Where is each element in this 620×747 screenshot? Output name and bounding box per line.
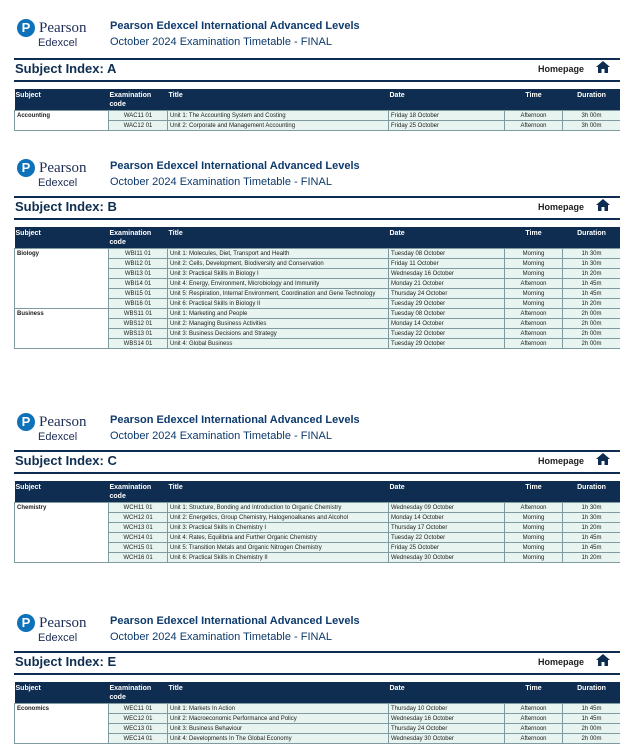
date-cell: Monday 14 October (389, 513, 505, 523)
duration-cell: 1h 30m (563, 503, 620, 513)
code-cell: WCH11 01 (109, 503, 168, 513)
time-cell: Morning (505, 513, 563, 523)
page-header (0, 614, 620, 652)
time-cell: Afternoon (505, 111, 563, 121)
date-cell: Monday 21 October (389, 279, 505, 289)
table-row (15, 513, 620, 523)
subject-index-bar (14, 196, 620, 220)
time-cell: Morning (505, 299, 563, 309)
document-title: Pearson Edexcel International Advanced Levels (110, 615, 360, 627)
home-icon[interactable] (596, 61, 610, 73)
timetable-table (14, 682, 620, 744)
date-cell: Thursday 10 October (389, 704, 505, 714)
date-cell: Tuesday 22 October (389, 329, 505, 339)
document-subtitle: October 2024 Examination Timetable - FINAL (110, 430, 332, 442)
date-cell: Tuesday 08 October (389, 309, 505, 319)
duration-cell: 1h 20m (563, 523, 620, 533)
duration-cell: 2h 00m (563, 724, 620, 734)
code-cell: WCH14 01 (109, 533, 168, 543)
subject-cell (15, 553, 109, 563)
col-time: Time (505, 682, 563, 704)
subject-index-title: Subject Index: C (15, 453, 117, 468)
section-e (0, 614, 620, 742)
subject-cell (15, 523, 109, 533)
title-cell: Unit 2: Cells, Development, Biodiversity and Conservation (168, 259, 389, 269)
table-header-row (15, 481, 620, 503)
pearson-p-icon: P (17, 159, 35, 177)
col-duration: Duration (563, 682, 620, 704)
time-cell: Afternoon (505, 121, 563, 131)
table-header-row (15, 682, 620, 704)
table-row (15, 714, 620, 724)
time-cell: Morning (505, 533, 563, 543)
subject-cell (15, 319, 109, 329)
time-cell: Morning (505, 523, 563, 533)
subject-cell (15, 329, 109, 339)
timetable-table (14, 89, 620, 131)
page-header (0, 19, 620, 57)
table-row (15, 553, 620, 563)
code-cell: WBS14 01 (109, 339, 168, 349)
subject-cell (15, 533, 109, 543)
table-row (15, 121, 620, 131)
table-row (15, 279, 620, 289)
title-cell: Unit 4: Energy, Environment, Microbiology and Immunity (168, 279, 389, 289)
table-row (15, 249, 620, 259)
date-cell: Tuesday 08 October (389, 249, 505, 259)
table-row (15, 503, 620, 513)
date-cell: Wednesday 09 October (389, 503, 505, 513)
duration-cell: 1h 20m (563, 269, 620, 279)
timetable-table (14, 227, 620, 349)
code-cell: WEC13 01 (109, 724, 168, 734)
title-cell: Unit 3: Business Behaviour (168, 724, 389, 734)
time-cell: Afternoon (505, 319, 563, 329)
title-cell: Unit 1: Marketing and People (168, 309, 389, 319)
date-cell: Thursday 17 October (389, 523, 505, 533)
duration-cell: 3h 00m (563, 111, 620, 121)
time-cell: Afternoon (505, 279, 563, 289)
title-cell: Unit 3: Practical Skills in Chemistry I (168, 523, 389, 533)
col-title: Title (168, 682, 389, 704)
table-row (15, 309, 620, 319)
code-cell: WAC12 01 (109, 121, 168, 131)
pearson-logo (17, 159, 107, 195)
col-time: Time (505, 89, 563, 111)
title-cell: Unit 1: Markets In Action (168, 704, 389, 714)
code-cell: WCH15 01 (109, 543, 168, 553)
code-cell: WEC14 01 (109, 734, 168, 744)
subject-cell (15, 121, 109, 131)
home-icon[interactable] (596, 453, 610, 465)
logo-sub: Edexcel (38, 632, 78, 644)
duration-cell: 2h 00m (563, 319, 620, 329)
table-row (15, 269, 620, 279)
pearson-p-icon: P (17, 413, 35, 431)
logo-word: Pearson (39, 160, 87, 176)
col-date: Date (389, 682, 505, 704)
subject-index-bar (14, 58, 620, 82)
table-row (15, 299, 620, 309)
title-cell: Unit 5: Respiration, Internal Environment, Coordination and Gene Technology (168, 289, 389, 299)
pearson-logo (17, 413, 107, 449)
col-code: Examination code (109, 682, 168, 704)
page-header (0, 413, 620, 451)
time-cell: Afternoon (505, 309, 563, 319)
code-cell: WBI13 01 (109, 269, 168, 279)
col-subject: Subject (15, 227, 109, 249)
table-header-row (15, 227, 620, 249)
col-title: Title (168, 89, 389, 111)
table-row (15, 319, 620, 329)
title-cell: Unit 2: Energetics, Group Chemistry, Halogenoalkanes and Alcohol (168, 513, 389, 523)
col-time: Time (505, 481, 563, 503)
col-code: Examination code (109, 227, 168, 249)
subject-cell (15, 513, 109, 523)
table-row (15, 543, 620, 553)
col-subject: Subject (15, 481, 109, 503)
time-cell: Afternoon (505, 503, 563, 513)
time-cell: Morning (505, 553, 563, 563)
document-title: Pearson Edexcel International Advanced Levels (110, 414, 360, 426)
date-cell: Wednesday 30 October (389, 553, 505, 563)
duration-cell: 1h 20m (563, 299, 620, 309)
col-subject: Subject (15, 682, 109, 704)
document-subtitle: October 2024 Examination Timetable - FINAL (110, 631, 332, 643)
homepage-link[interactable]: Homepage (537, 64, 584, 74)
time-cell: Afternoon (505, 339, 563, 349)
title-cell: Unit 4: Rates, Equilibria and Further Organic Chemistry (168, 533, 389, 543)
code-cell: WAC11 01 (109, 111, 168, 121)
table-row (15, 523, 620, 533)
time-cell: Morning (505, 259, 563, 269)
title-cell: Unit 4: Developments In The Global Economy (168, 734, 389, 744)
duration-cell: 2h 00m (563, 339, 620, 349)
table-row (15, 339, 620, 349)
duration-cell: 2h 00m (563, 309, 620, 319)
subject-index-title: Subject Index: A (15, 61, 117, 76)
pearson-logo (17, 19, 107, 55)
document-title: Pearson Edexcel International Advanced Levels (110, 20, 360, 32)
title-cell: Unit 5: Transition Metals and Organic Nitrogen Chemistry (168, 543, 389, 553)
pearson-p-icon: P (17, 614, 35, 632)
code-cell: WBS13 01 (109, 329, 168, 339)
subject-cell: Economics (15, 704, 109, 714)
page-header (0, 159, 620, 197)
subject-cell (15, 724, 109, 734)
timetable-table (14, 481, 620, 563)
duration-cell: 1h 45m (563, 279, 620, 289)
title-cell: Unit 2: Macroeconomic Performance and Policy (168, 714, 389, 724)
time-cell: Afternoon (505, 704, 563, 714)
col-date: Date (389, 227, 505, 249)
logo-sub: Edexcel (38, 37, 78, 49)
title-cell: Unit 2: Managing Business Activities (168, 319, 389, 329)
document-title: Pearson Edexcel International Advanced Levels (110, 160, 360, 172)
logo-word: Pearson (39, 615, 87, 631)
subject-cell: Chemistry (15, 503, 109, 513)
title-cell: Unit 3: Practical Skills in Biology I (168, 269, 389, 279)
duration-cell: 2h 00m (563, 329, 620, 339)
duration-cell: 1h 45m (563, 714, 620, 724)
date-cell: Friday 11 October (389, 259, 505, 269)
code-cell: WBI11 01 (109, 249, 168, 259)
subject-cell (15, 734, 109, 744)
subject-index-bar (14, 450, 620, 474)
date-cell: Tuesday 29 October (389, 299, 505, 309)
code-cell: WBS11 01 (109, 309, 168, 319)
duration-cell: 3h 00m (563, 121, 620, 131)
date-cell: Wednesday 16 October (389, 269, 505, 279)
logo-word: Pearson (39, 20, 87, 36)
date-cell: Thursday 24 October (389, 724, 505, 734)
date-cell: Wednesday 16 October (389, 714, 505, 724)
col-time: Time (505, 227, 563, 249)
logo-sub: Edexcel (38, 431, 78, 443)
document-subtitle: October 2024 Examination Timetable - FINAL (110, 176, 332, 188)
pearson-p-icon: P (17, 19, 35, 37)
subject-cell (15, 339, 109, 349)
col-title: Title (168, 481, 389, 503)
code-cell: WBI16 01 (109, 299, 168, 309)
duration-cell: 1h 20m (563, 553, 620, 563)
homepage-link[interactable]: Homepage (537, 657, 584, 667)
date-cell: Friday 18 October (389, 111, 505, 121)
table-row (15, 289, 620, 299)
title-cell: Unit 6: Practical Skills in Biology II (168, 299, 389, 309)
subject-cell: Biology (15, 249, 109, 259)
code-cell: WBI14 01 (109, 279, 168, 289)
homepage-link[interactable]: Homepage (537, 456, 584, 466)
code-cell: WCH13 01 (109, 523, 168, 533)
date-cell: Tuesday 29 October (389, 339, 505, 349)
code-cell: WBI12 01 (109, 259, 168, 269)
section-c (0, 413, 620, 561)
time-cell: Morning (505, 269, 563, 279)
title-cell: Unit 6: Practical Skills in Chemistry II (168, 553, 389, 563)
duration-cell: 1h 30m (563, 249, 620, 259)
subject-index-title: Subject Index: B (15, 199, 117, 214)
title-cell: Unit 3: Business Decisions and Strategy (168, 329, 389, 339)
subject-cell: Accounting (15, 111, 109, 121)
time-cell: Morning (505, 543, 563, 553)
subject-index-bar (14, 651, 620, 675)
duration-cell: 1h 45m (563, 543, 620, 553)
homepage-link[interactable]: Homepage (537, 202, 584, 212)
duration-cell: 2h 00m (563, 734, 620, 744)
date-cell: Wednesday 30 October (389, 734, 505, 744)
table-row (15, 734, 620, 744)
col-code: Examination code (109, 89, 168, 111)
table-row (15, 533, 620, 543)
subject-index-title: Subject Index: E (15, 654, 117, 669)
col-duration: Duration (563, 481, 620, 503)
table-row (15, 259, 620, 269)
date-cell: Thursday 24 October (389, 289, 505, 299)
subject-cell (15, 289, 109, 299)
col-subject: Subject (15, 89, 109, 111)
duration-cell: 1h 45m (563, 704, 620, 714)
col-date: Date (389, 89, 505, 111)
subject-cell (15, 279, 109, 289)
home-icon[interactable] (596, 654, 610, 666)
date-cell: Monday 14 October (389, 319, 505, 329)
subject-cell (15, 714, 109, 724)
col-date: Date (389, 481, 505, 503)
code-cell: WBS12 01 (109, 319, 168, 329)
col-title: Title (168, 227, 389, 249)
time-cell: Afternoon (505, 724, 563, 734)
time-cell: Afternoon (505, 714, 563, 724)
table-row (15, 111, 620, 121)
date-cell: Friday 25 October (389, 121, 505, 131)
time-cell: Morning (505, 249, 563, 259)
subject-cell (15, 259, 109, 269)
duration-cell: 1h 30m (563, 513, 620, 523)
title-cell: Unit 2: Corporate and Management Accounting (168, 121, 389, 131)
date-cell: Tuesday 22 October (389, 533, 505, 543)
title-cell: Unit 4: Global Business (168, 339, 389, 349)
col-duration: Duration (563, 227, 620, 249)
table-row (15, 704, 620, 714)
section-b (0, 159, 620, 347)
title-cell: Unit 1: The Accounting System and Costing (168, 111, 389, 121)
code-cell: WBI15 01 (109, 289, 168, 299)
subject-cell (15, 543, 109, 553)
time-cell: Afternoon (505, 329, 563, 339)
duration-cell: 1h 45m (563, 289, 620, 299)
logo-sub: Edexcel (38, 177, 78, 189)
table-row (15, 724, 620, 734)
time-cell: Afternoon (505, 734, 563, 744)
time-cell: Morning (505, 289, 563, 299)
code-cell: WCH16 01 (109, 553, 168, 563)
date-cell: Friday 25 October (389, 543, 505, 553)
table-row (15, 329, 620, 339)
title-cell: Unit 1: Structure, Bonding and Introduction to Organic Chemistry (168, 503, 389, 513)
section-a (0, 19, 620, 129)
title-cell: Unit 1: Molecules, Diet, Transport and Health (168, 249, 389, 259)
col-code: Examination code (109, 481, 168, 503)
home-icon[interactable] (596, 199, 610, 211)
col-duration: Duration (563, 89, 620, 111)
code-cell: WCH12 01 (109, 513, 168, 523)
duration-cell: 1h 30m (563, 259, 620, 269)
subject-cell (15, 269, 109, 279)
table-header-row (15, 89, 620, 111)
document-subtitle: October 2024 Examination Timetable - FINAL (110, 36, 332, 48)
code-cell: WEC12 01 (109, 714, 168, 724)
pearson-logo (17, 614, 107, 650)
logo-word: Pearson (39, 414, 87, 430)
duration-cell: 1h 45m (563, 533, 620, 543)
subject-cell: Business (15, 309, 109, 319)
subject-cell (15, 299, 109, 309)
code-cell: WEC11 01 (109, 704, 168, 714)
